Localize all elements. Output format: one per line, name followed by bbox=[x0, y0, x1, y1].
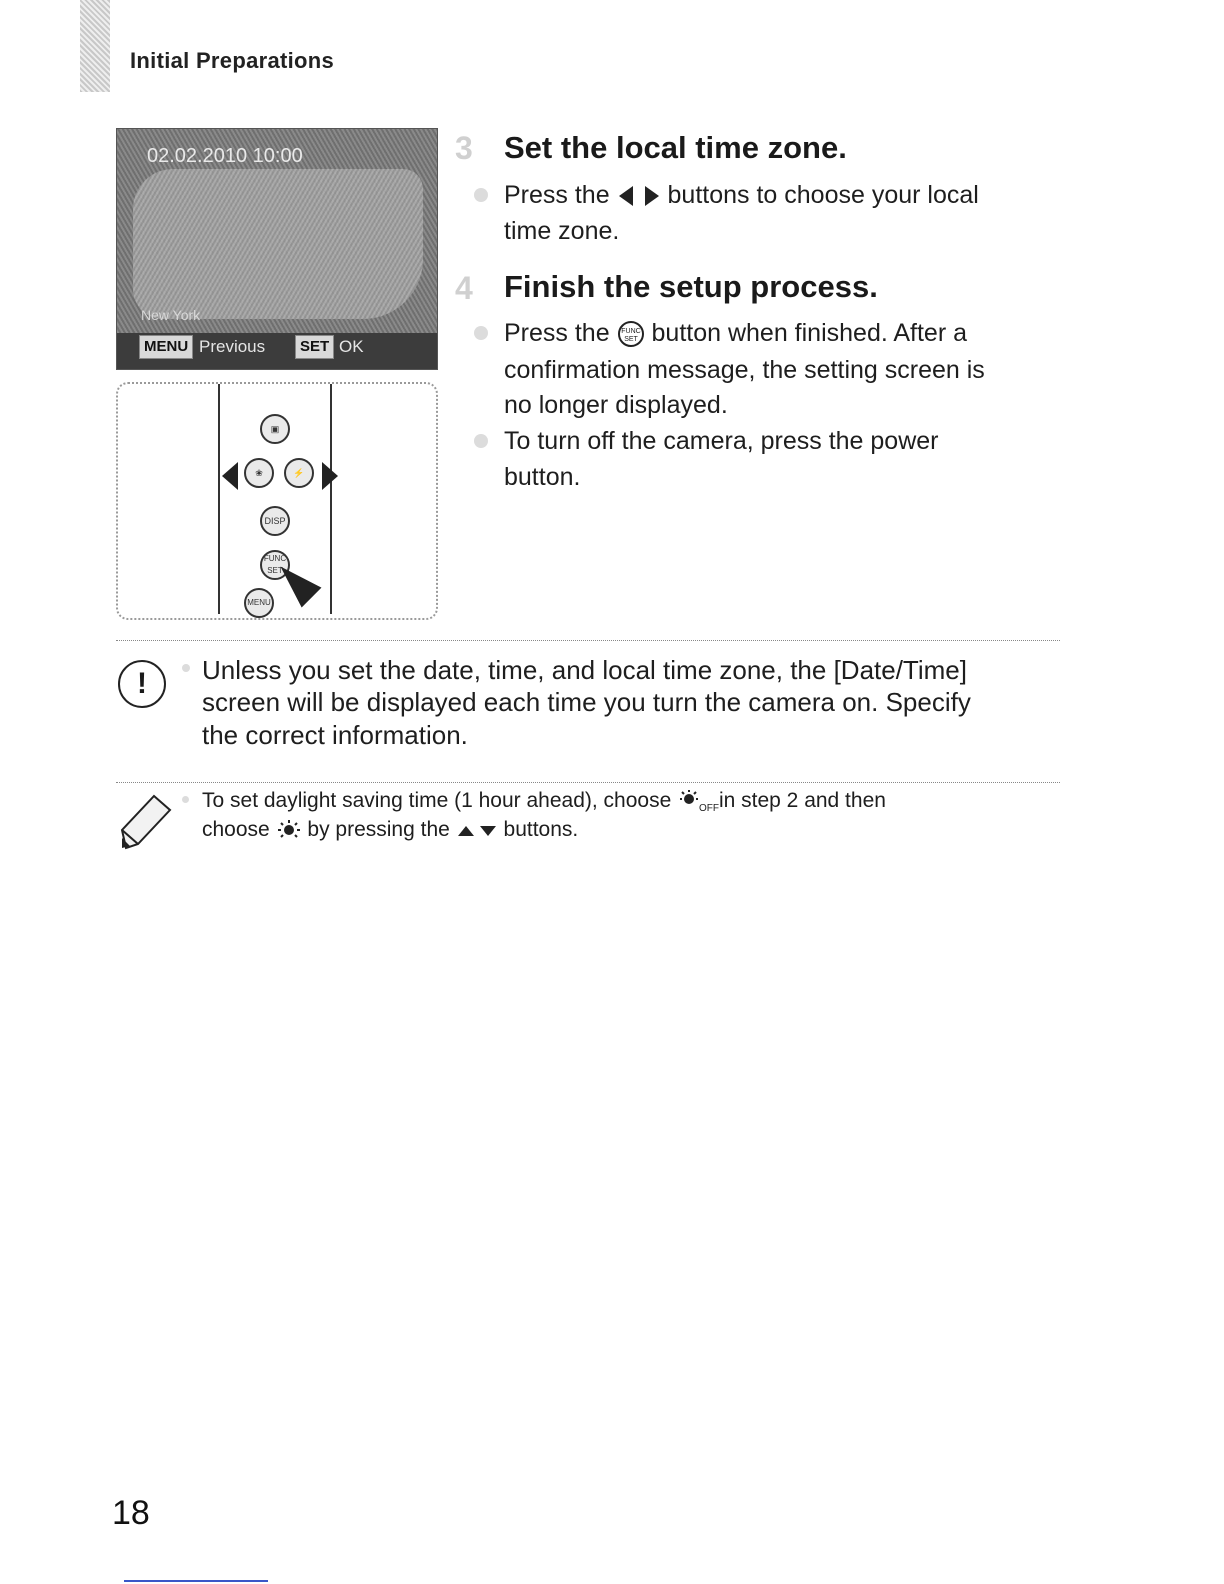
bullet-icon bbox=[182, 664, 190, 672]
macro-button-icon: ❀ bbox=[244, 458, 274, 488]
bullet-icon bbox=[474, 188, 488, 202]
camera-lcd-screen bbox=[116, 128, 438, 370]
lcd-set-key: SET bbox=[295, 335, 334, 359]
step-3-number: 3 bbox=[455, 130, 473, 166]
pencil-icon bbox=[118, 790, 174, 850]
step-3-title: Set the local time zone. bbox=[504, 130, 847, 165]
daylight-saving-off-icon bbox=[677, 789, 720, 815]
lcd-set-label: OK bbox=[339, 337, 364, 356]
svg-text:OFF: OFF bbox=[699, 803, 720, 815]
bullet-icon bbox=[182, 796, 189, 803]
left-right-arrows-icon bbox=[617, 184, 661, 208]
bullet-icon bbox=[474, 434, 488, 448]
func-set-icon bbox=[617, 320, 645, 348]
lcd-datetime: 02.02.2010 10:00 bbox=[147, 145, 303, 167]
step-4-instruction-cont: no longer displayed. bbox=[504, 391, 728, 419]
page-number: 18 bbox=[112, 1494, 150, 1532]
left-arrow-icon bbox=[222, 462, 238, 490]
step-3-instruction: Press the buttons to choose your local bbox=[504, 181, 979, 209]
lcd-menu-key: MENU bbox=[139, 335, 193, 359]
func-set-button-icon: FUNC SET bbox=[260, 550, 290, 580]
step-4-instruction: Press the FUNC SET button when finished. After a bbox=[504, 319, 968, 347]
section-divider bbox=[116, 782, 1060, 783]
section-divider bbox=[116, 640, 1060, 641]
section-title: Initial Preparations bbox=[130, 48, 335, 73]
section-tab-marker bbox=[80, 0, 110, 92]
right-arrow-icon bbox=[322, 462, 338, 490]
tip-text-line2: choose by pressing the buttons. bbox=[202, 818, 579, 841]
step-4-power-instruction: To turn off the camera, press the power bbox=[504, 427, 939, 455]
step-3-instruction-cont: time zone. bbox=[504, 217, 620, 245]
step-4-number: 4 bbox=[455, 270, 473, 306]
step-4-power-instruction-cont: button. bbox=[504, 463, 581, 491]
up-down-arrows-icon bbox=[456, 822, 498, 838]
caution-text-line3: the correct information. bbox=[202, 720, 468, 750]
flash-button-icon: ⚡ bbox=[284, 458, 314, 488]
daylight-saving-on-icon bbox=[276, 819, 302, 841]
lcd-menu-label: Previous bbox=[199, 337, 266, 356]
svg-text:SET: SET bbox=[623, 336, 638, 344]
caution-icon: ! bbox=[118, 660, 166, 708]
menu-button-icon: MENU bbox=[244, 588, 274, 618]
disp-button-icon: DISP bbox=[260, 506, 290, 536]
footer-rule bbox=[124, 1580, 268, 1582]
step-4-title: Finish the setup process. bbox=[504, 269, 878, 304]
step-4-instruction-cont: confirmation message, the setting screen is bbox=[504, 356, 985, 384]
caution-text-line2: screen will be displayed each time you turn the camera on. Specify bbox=[202, 687, 971, 717]
lcd-city: New York bbox=[141, 307, 201, 323]
tip-text-line1: To set daylight saving time (1 hour ahead), choose OFF in step 2 and then bbox=[202, 789, 886, 815]
world-map-image bbox=[133, 169, 423, 319]
caution-text-line1: Unless you set the date, time, and local time zone, the [Date/Time] bbox=[202, 655, 967, 685]
svg-text:FUNC: FUNC bbox=[620, 328, 641, 336]
bullet-icon bbox=[474, 326, 488, 340]
exposure-button-icon: ▣ bbox=[260, 414, 290, 444]
